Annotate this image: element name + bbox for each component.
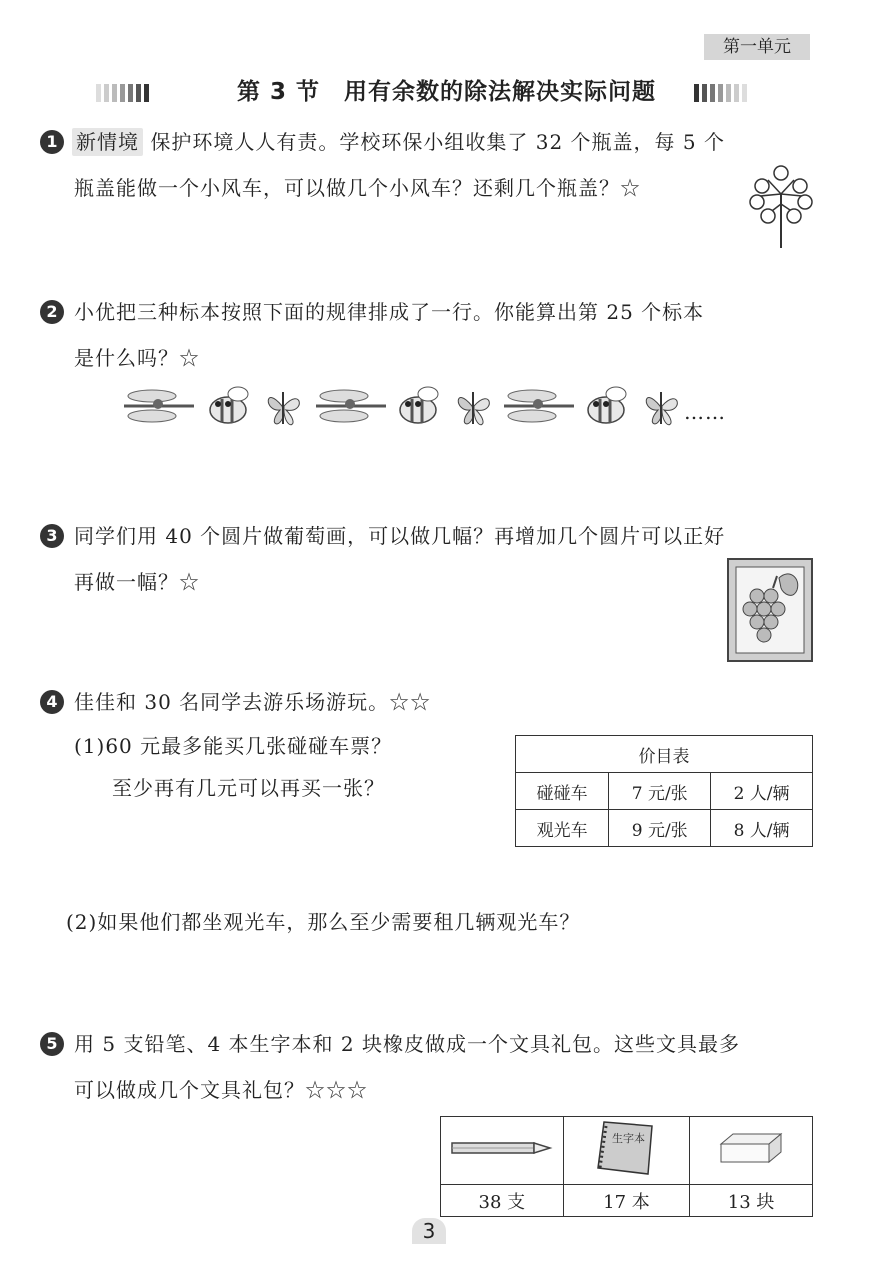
notebook-cell [563,1117,689,1185]
table-cell: 观光车 [516,810,609,847]
table-cell: 38 支 [441,1185,564,1217]
problem-4-text-1: 佳佳和 30 名同学去游乐场游玩。 [74,690,390,714]
supplies-table [440,1116,813,1217]
table-row [516,773,813,810]
dragonfly-icon [504,390,574,422]
problem-3-text-2: 再做一幅？ [74,570,179,594]
title-decoration-right [694,84,747,102]
notebook-label: 生字本 [612,1132,646,1145]
difficulty-stars: ☆☆☆ [305,1078,368,1102]
pencil-cell [441,1117,564,1185]
table-cell: 7 元/张 [609,773,711,810]
sequence-ellipsis: …… [684,400,726,424]
price-table [515,735,813,847]
problem-4-line-1 [74,688,431,716]
problem-4-q1-line-2: 至少再有几元可以再买一张？ [112,776,385,800]
problem-1-text-1: 保护环境人人有责。学校环保小组收集了 32 个瓶盖，每 5 个 [150,130,725,154]
bee-icon [400,387,438,423]
bee-icon [588,387,626,423]
notebook-icon [590,1118,662,1178]
pinwheel-icon [748,164,814,250]
table-cell: 9 元/张 [609,810,711,847]
problem-4-q1-line-1: (1)60 元最多能买几张碰碰车票？ [74,734,393,758]
specimen-sequence [122,382,682,432]
dragonfly-icon [124,390,194,422]
page-number: 3 [412,1218,446,1244]
butterfly-icon [646,392,677,425]
difficulty-stars: ☆ [179,346,200,370]
difficulty-stars: ☆☆ [389,690,432,714]
problem-4-q2: (2)如果他们都坐观光车，那么至少需要租几辆观光车？ [66,910,581,934]
bee-icon [210,387,248,423]
table-row [516,810,813,847]
difficulty-stars: ☆ [179,570,200,594]
table-cell: 8 人/辆 [711,810,813,847]
dragonfly-icon [316,390,386,422]
eraser-cell [690,1117,813,1185]
difficulty-stars: ☆ [620,176,641,200]
new-situation-tag: 新情境 [72,128,143,156]
table-cell: 17 本 [563,1185,689,1217]
problem-3-line-2 [74,568,200,596]
unit-label: 第一单元 [704,34,810,60]
table-cell: 2 人/辆 [711,773,813,810]
problem-5-line-2 [74,1076,368,1104]
butterfly-icon [268,392,299,425]
problem-1-line-2 [74,174,641,202]
table-cell: 碰碰车 [516,773,609,810]
problem-3-line-1: 同学们用 40 个圆片做葡萄画，可以做几幅？再增加几个圆片可以正好 [74,524,726,548]
eraser-icon [715,1128,787,1168]
problem-number: 1 [40,130,64,154]
problem-5-line-1: 用 5 支铅笔、4 本生字本和 2 块橡皮做成一个文具礼包。这些文具最多 [74,1032,740,1056]
problem-5-text-2: 可以做成几个文具礼包？ [74,1078,305,1102]
price-table-title: 价目表 [516,736,813,773]
grape-picture [727,558,813,662]
section-title [0,72,893,112]
problem-number: 3 [40,524,64,548]
problem-2-text-2: 是什么吗？ [74,346,179,370]
problem-number: 4 [40,690,64,714]
problem-number: 2 [40,300,64,324]
problem-2-line-2 [74,344,200,372]
table-cell: 13 块 [690,1185,813,1217]
butterfly-icon [458,392,489,425]
problem-1-line-1 [72,128,725,156]
problem-number: 5 [40,1032,64,1056]
section-title-text: 第 3 节 用有余数的除法解决实际问题 [236,79,657,105]
problem-2-line-1: 小优把三种标本按照下面的规律排成了一行。你能算出第 25 个标本 [74,300,705,324]
pencil-icon [450,1138,554,1158]
problem-1-text-2: 瓶盖能做一个小风车，可以做几个小风车？还剩几个瓶盖？ [74,176,620,200]
